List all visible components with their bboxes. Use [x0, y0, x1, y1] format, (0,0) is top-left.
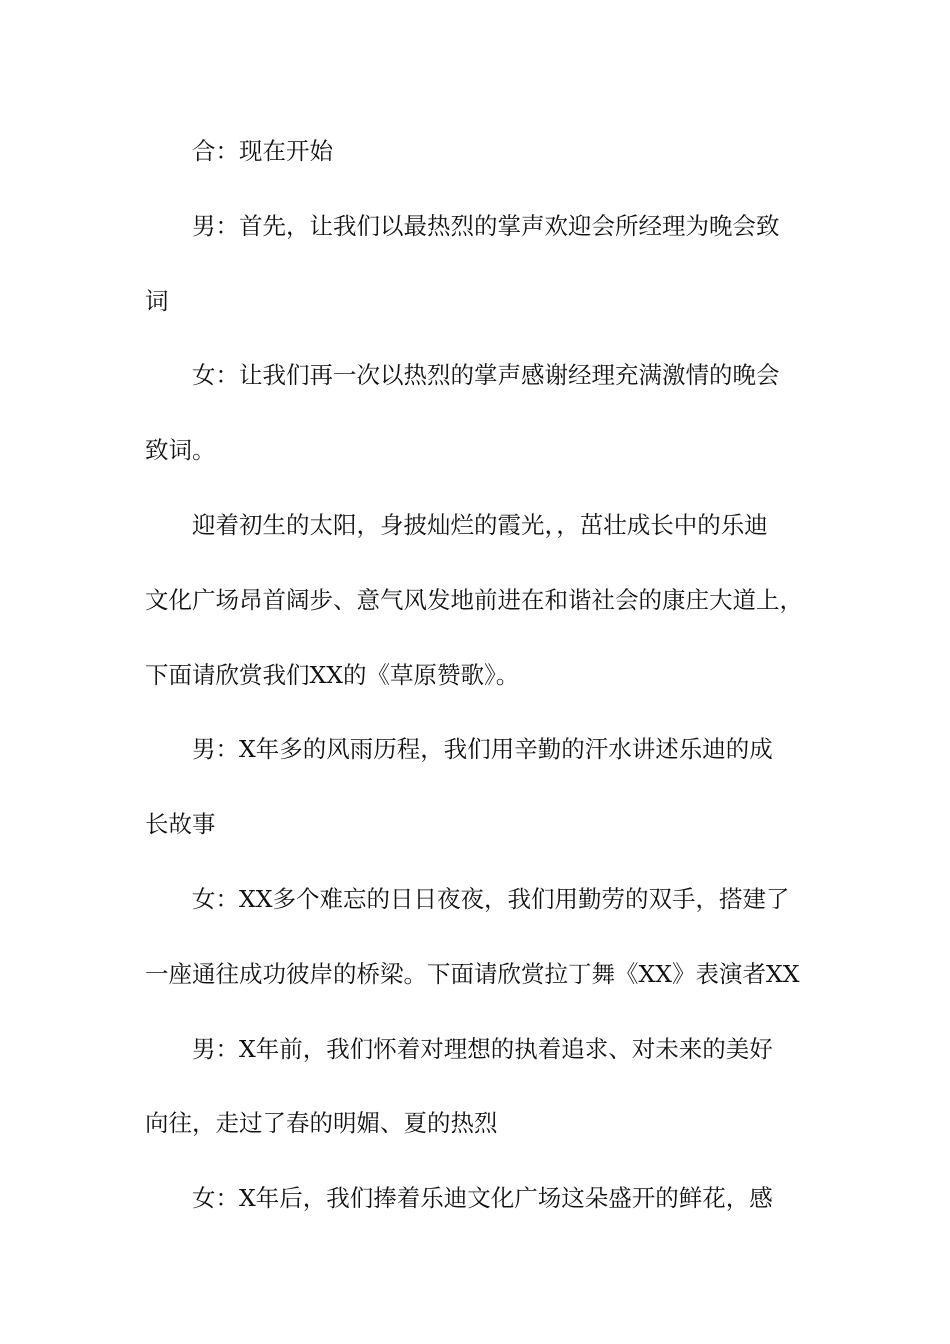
paragraph-line: 文化广场昂首阔步、意气风发地前进在和谐社会的康庄大道上， — [145, 585, 803, 614]
paragraph-6 — [145, 862, 825, 1012]
paragraph-line: 女：让我们再一次以热烈的掌声感谢经理充满激情的晚会 — [192, 361, 780, 390]
paragraph-1 — [145, 114, 825, 189]
paragraph-5 — [145, 712, 825, 862]
paragraph-line: 合：现在开始 — [192, 137, 333, 165]
paragraph-line: 下面请欣赏我们XX的《草原赞歌》。 — [145, 660, 520, 689]
paragraph-8 — [145, 1161, 825, 1236]
paragraph-line: 致词。 — [145, 436, 216, 465]
paragraph-3 — [145, 338, 825, 488]
paragraph-line: 一座通往成功彼岸的桥梁。下面请欣赏拉丁舞《XX》表演者XX — [145, 959, 800, 988]
paragraph-line: 迎着初生的太阳，身披灿烂的霞光，，茁壮成长中的乐迪 — [192, 510, 768, 539]
paragraph-7 — [145, 1012, 825, 1162]
paragraph-2 — [145, 189, 825, 339]
paragraph-line: 词 — [145, 286, 169, 315]
paragraph-line: 男：X年多的风雨历程，我们用辛勤的汗水讲述乐迪的成 — [192, 735, 773, 764]
paragraph-line: 长故事 — [145, 810, 216, 839]
document-body — [145, 114, 825, 1236]
paragraph-line: 女：X年后，我们捧着乐迪文化广场这朵盛开的鲜花，感 — [192, 1184, 773, 1213]
paragraph-4 — [145, 488, 825, 712]
paragraph-line: 女：XX多个难忘的日日夜夜，我们用勤劳的双手，搭建了 — [192, 884, 790, 913]
paragraph-line: 男：X年前，我们怀着对理想的执着追求、对未来的美好 — [192, 1034, 773, 1063]
paragraph-line: 男：首先，让我们以最热烈的掌声欢迎会所经理为晚会致 — [192, 211, 780, 240]
paragraph-line: 向往，走过了春的明媚、夏的热烈 — [145, 1109, 498, 1138]
